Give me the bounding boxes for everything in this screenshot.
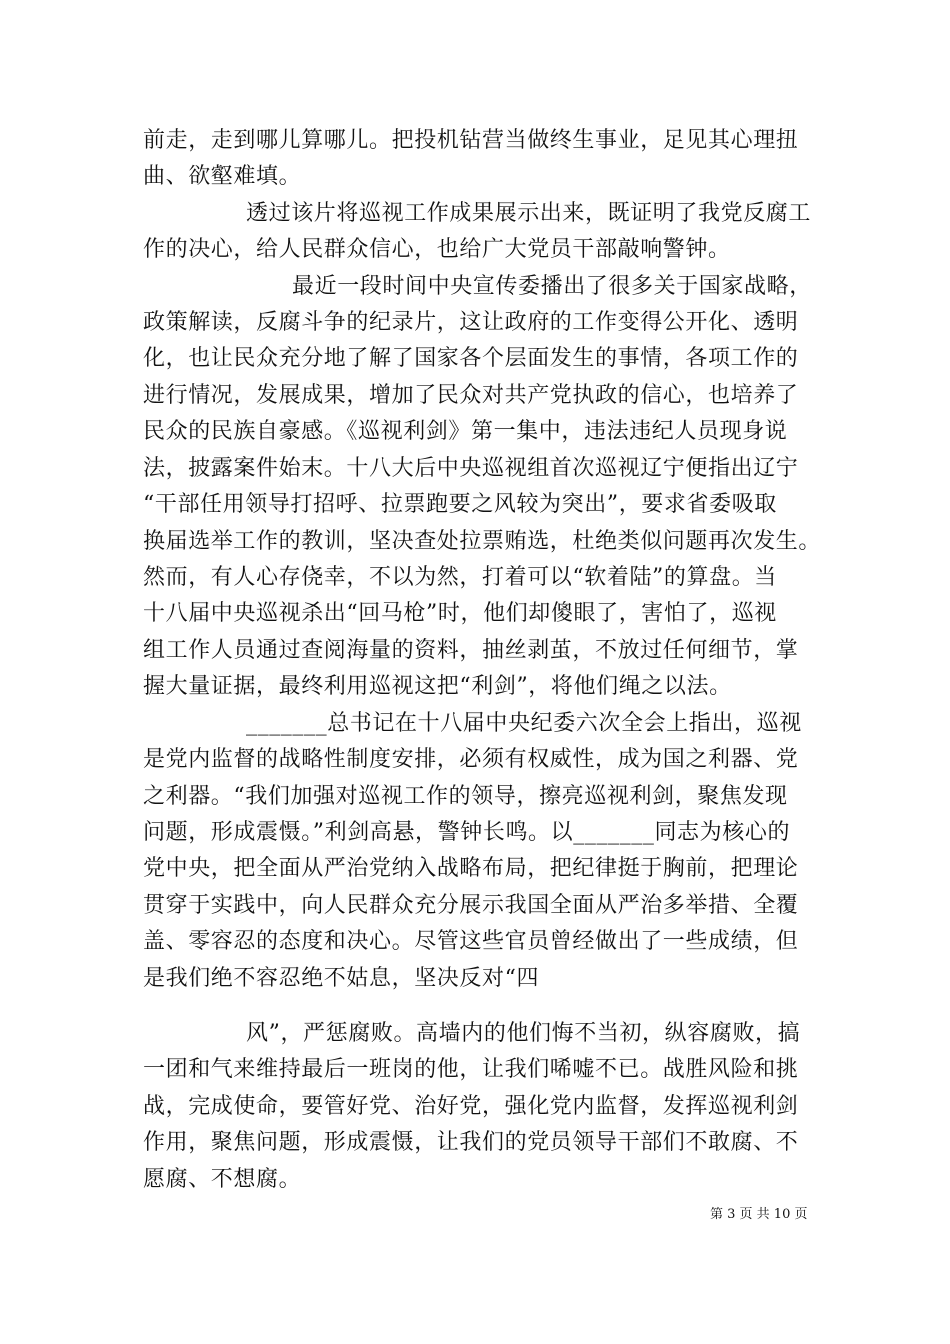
text-line: 愿腐、不想腐。 (143, 1167, 302, 1192)
text-line: 风”，严惩腐败。高墙内的他们悔不当初，纵容腐败，搞 (246, 1021, 801, 1046)
text-line: 透过该片将巡视工作成果展示出来，既证明了我党反腐工 (246, 201, 812, 226)
text-line: 然而，有人心存侥幸，不以为然，打着可以“软着陆”的算盘。当 (143, 565, 777, 590)
text-line: 贯穿于实践中，向人民群众充分展示我国全面从严治多举措、全覆 (143, 893, 799, 918)
text-line: 作用，聚焦问题，形成震慑，让我们的党员领导干部们不敢腐、不 (143, 1130, 799, 1155)
text-line: 盖、零容忍的态度和决心。尽管这些官员曾经做出了一些成绩，但 (143, 929, 799, 954)
text-line: 之利器。“我们加强对巡视工作的领导，擦亮巡视利剑，聚焦发现 (143, 784, 788, 809)
text-line: 十八届中央巡视杀出“回马枪”时，他们却傻眼了，害怕了，巡视 (143, 601, 777, 626)
text-line: 是我们绝不容忍绝不姑息，坚决反对“四 (143, 966, 540, 991)
text-line: 换届选举工作的教训，坚决查处拉票贿选，杜绝类似问题再次发生。 (143, 529, 822, 554)
text-line: 问题，形成震慑。”利剑高悬，警钟长鸣。以_______同志为核心的 (143, 820, 791, 845)
text-line: 前走，走到哪儿算哪儿。把投机钻营当做终生事业，足见其心理扭 (143, 128, 799, 153)
text-line: 是党内监督的战略性制度安排，必须有权威性，成为国之利器、党 (143, 747, 799, 772)
text-line: 政策解读，反腐斗争的纪录片，这让政府的工作变得公开化、透明 (143, 310, 799, 335)
text-line: 党中央，把全面从严治党纳入战略布局，把纪律挺于胸前，把理论 (143, 856, 799, 881)
text-line: 握大量证据，最终利用巡视这把“利剑”，将他们绳之以法。 (143, 674, 732, 699)
text-line: _______总书记在十八届中央纪委六次全会上指出，巡视 (246, 711, 802, 736)
text-line: 作的决心，给人民群众信心，也给广大党员干部敲响警钟。 (143, 237, 731, 262)
text-line: 曲、欲壑难填。 (143, 164, 302, 189)
page-number-footer: 第 3 页 共 10 页 (710, 1207, 808, 1222)
text-line: 战，完成使命，要管好党、治好党，强化党内监督，发挥巡视利剑 (143, 1094, 799, 1119)
text-line: 最近一段时间中央宣传委播出了很多关于国家战略， (292, 274, 812, 299)
text-line: 进行情况，发展成果，增加了民众对共产党执政的信心，也培养了 (143, 383, 799, 408)
text-line: 一团和气来维持最后一班岗的他，让我们唏嘘不已。战胜风险和挑 (143, 1057, 799, 1082)
text-line: 法，披露案件始末。十八大后中央巡视组首次巡视辽宁便指出辽宁 (143, 456, 799, 481)
text-line: 民众的民族自豪感。《巡视利剑》第一集中，违法违纪人员现身说 (143, 419, 788, 444)
text-line: 化，也让民众充分地了解了国家各个层面发生的事情，各项工作的 (143, 346, 799, 371)
text-line: “干部任用领导打招呼、拉票跑要之风较为突出”，要求省委吸取 (143, 492, 777, 517)
text-line: 组工作人员通过查阅海量的资料，抽丝剥茧，不放过任何细节，掌 (143, 638, 799, 663)
